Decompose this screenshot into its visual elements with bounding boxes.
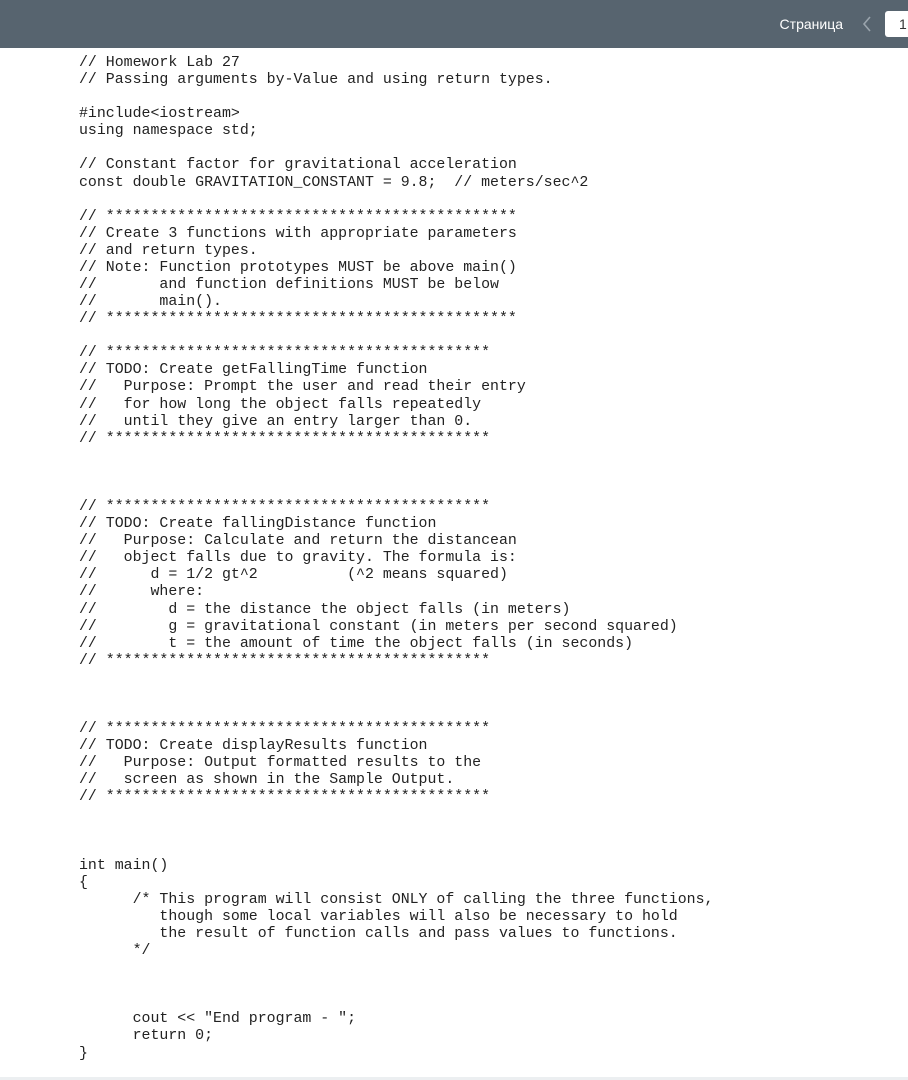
document-toolbar — [0, 0, 908, 48]
code-line: // where: — [79, 584, 205, 601]
code-line — [79, 806, 713, 823]
code-line: #include<iostream> — [79, 106, 240, 123]
code-line: the result of function calls and pass values to functions. — [79, 925, 678, 942]
code-line: // ******************************************* — [79, 789, 491, 806]
chevron-left-icon — [862, 16, 872, 32]
code-line: though some local variables will also be necessary to hold — [79, 908, 678, 925]
code-line — [79, 482, 713, 499]
code-line: // TODO: Create getFallingTime function — [79, 362, 428, 379]
code-line — [79, 89, 713, 106]
code-line — [79, 192, 713, 209]
page-number-input[interactable] — [885, 11, 908, 37]
code-line: // ********************************************** — [79, 208, 517, 225]
code-line — [79, 824, 713, 841]
code-line — [79, 994, 713, 1011]
code-line: // Note: Function prototypes MUST be above main() — [79, 259, 517, 276]
code-line: */ — [79, 943, 151, 960]
code-line: // Purpose: Calculate and return the distancean — [79, 533, 517, 550]
code-line — [79, 448, 713, 465]
code-line: // Create 3 functions with appropriate parameters — [79, 225, 517, 242]
code-line: using namespace std; — [79, 123, 258, 140]
code-line — [79, 841, 713, 858]
code-line — [79, 687, 713, 704]
code-line — [79, 704, 713, 721]
code-line: // main(). — [79, 294, 222, 311]
code-line: const double GRAVITATION_CONSTANT = 9.8; // meters/sec^2 — [79, 174, 589, 191]
code-line — [79, 140, 713, 157]
code-line: // screen as shown in the Sample Output. — [79, 772, 455, 789]
code-document — [79, 55, 713, 1063]
code-line: // d = 1/2 gt^2 (^2 means squared) — [79, 567, 508, 584]
code-line: // ******************************************* — [79, 430, 491, 447]
code-line: cout << "End program - "; — [79, 1011, 357, 1028]
code-line: // d = the distance the object falls (in meters) — [79, 601, 571, 618]
code-line: // g = gravitational constant (in meters per second squared) — [79, 618, 678, 635]
code-line: // and return types. — [79, 242, 258, 259]
code-line: // t = the amount of time the object falls (in seconds) — [79, 635, 634, 652]
code-line: // TODO: Create fallingDistance function — [79, 516, 437, 533]
code-line: { — [79, 874, 88, 891]
code-line: // ******************************************* — [79, 652, 491, 669]
code-line: // and function definitions MUST be below — [79, 277, 499, 294]
previous-page-button[interactable] — [859, 13, 875, 35]
code-line: // object falls due to gravity. The formula is: — [79, 550, 517, 567]
code-line: // until they give an entry larger than 0. — [79, 413, 473, 430]
code-line: // ********************************************** — [79, 311, 517, 328]
code-line: return 0; — [79, 1028, 214, 1045]
code-line: // TODO: Create displayResults function — [79, 738, 428, 755]
code-line — [79, 960, 713, 977]
code-line: // Homework Lab 27 — [79, 55, 240, 71]
page-label: Страница — [779, 16, 843, 32]
code-line: // ******************************************* — [79, 499, 491, 516]
code-line — [79, 328, 713, 345]
code-line — [79, 465, 713, 482]
code-line: } — [79, 1045, 88, 1062]
code-line: int main() — [79, 857, 169, 874]
code-line: // for how long the object falls repeatedly — [79, 396, 482, 413]
code-line: // Passing arguments by-Value and using return types. — [79, 72, 553, 89]
code-line: // ******************************************* — [79, 721, 491, 738]
code-line — [79, 670, 713, 687]
code-line: // Purpose: Output formatted results to the — [79, 755, 482, 772]
code-line: // Purpose: Prompt the user and read their entry — [79, 379, 526, 396]
code-line: // ******************************************* — [79, 345, 491, 362]
code-line — [79, 977, 713, 994]
code-line: /* This program will consist ONLY of calling the three functions, — [79, 891, 714, 908]
code-line: // Constant factor for gravitational acceleration — [79, 157, 517, 174]
